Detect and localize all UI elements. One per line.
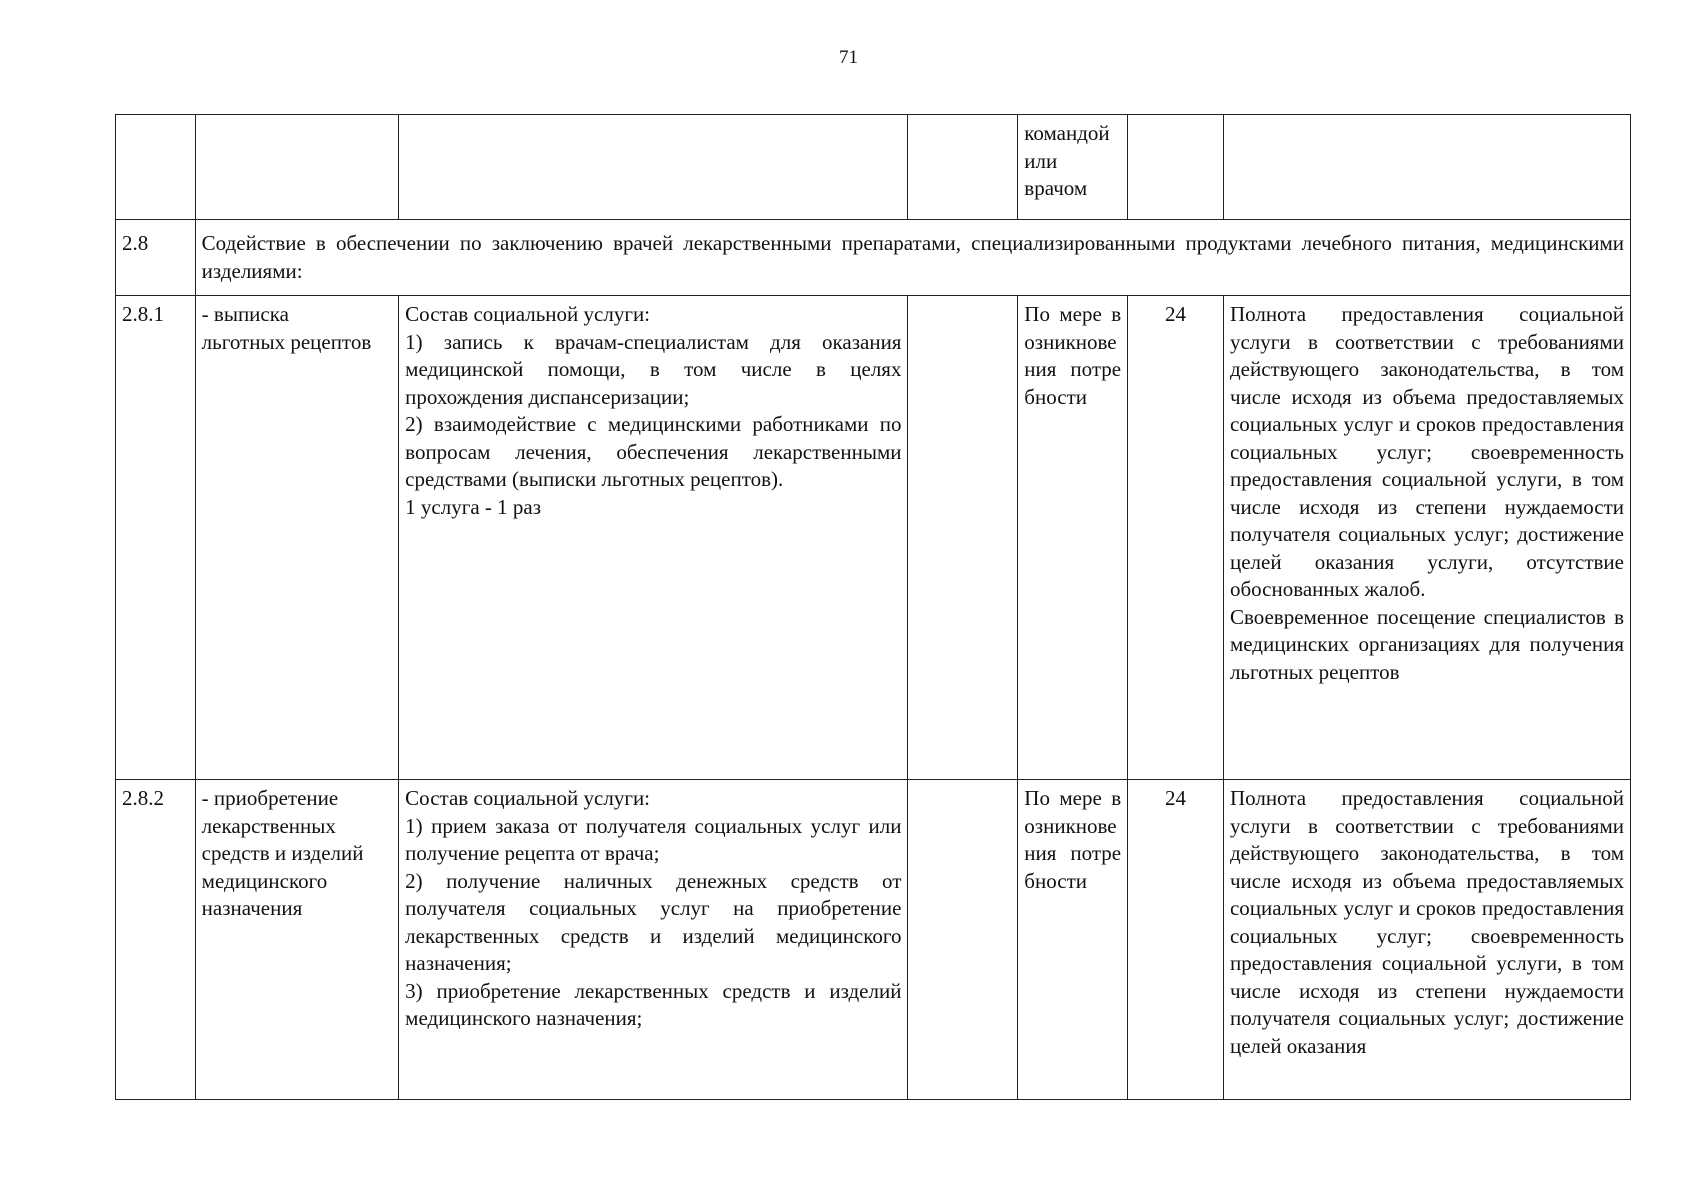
description-heading: Состав социальной услуги: xyxy=(405,302,651,326)
description-item-1: 1) прием заказа от получателя социальных услуг или получение рецепта от врача; xyxy=(405,813,902,865)
description-item-1: 1) запись к врачам-специалистам для оказания медицинской помощи, в том числе в целях прохождения диспансеризации; xyxy=(405,329,902,409)
service-period: По мере возникновения потребности xyxy=(1018,296,1128,780)
table-row-section-2-8 xyxy=(116,220,1631,296)
cell-blank xyxy=(908,296,1018,780)
section-number: 2.8 xyxy=(116,220,196,296)
cell-blank xyxy=(908,780,1018,1100)
description-item-3: 3) приобретение лекарственных средств и изделий медицинского назначения; xyxy=(405,978,902,1030)
cell-blank xyxy=(908,115,1018,220)
description-heading: Состав социальной услуги: xyxy=(405,786,651,810)
service-volume: 24 xyxy=(1128,296,1224,780)
cell-description xyxy=(399,115,908,220)
cell-quality xyxy=(1223,115,1630,220)
service-name: - выписка льготных рецептов xyxy=(195,296,399,780)
description-item-2: 2) взаимодействие с медицинскими работниками по вопросам лечения, обеспечения лекарственными средствами (выписки льготных рецептов). xyxy=(405,412,902,491)
service-description xyxy=(399,780,908,1100)
cell-number xyxy=(116,115,196,220)
description-norm: 1 услуга - 1 раз xyxy=(405,494,542,519)
service-volume: 24 xyxy=(1128,780,1224,1100)
page-number: 71 xyxy=(839,47,858,68)
cell-volume xyxy=(1128,115,1224,220)
service-period: По мере возникновения потребности xyxy=(1018,780,1128,1100)
description-item-2: 2) получение наличных денежных средств от получателя социальных услуг на приобретение лекарственных средств и изделий медицинского назначения; xyxy=(405,868,902,975)
cell-name xyxy=(195,115,399,220)
table-row-2-8-2 xyxy=(116,780,1631,1100)
service-quality xyxy=(1223,296,1630,780)
section-title: Содействие в обеспечении по заключению врачей лекарственными препаратами, специализированными продуктами лечебного питания, медицинскими изделиями: xyxy=(195,220,1630,296)
row-number: 2.8.1 xyxy=(116,296,196,780)
row-number: 2.8.2 xyxy=(116,780,196,1100)
quality-paragraph-2: Своевременное посещение специалистов в медицинских организациях для получения льготных рецептов xyxy=(1229,604,1624,684)
services-table xyxy=(115,114,1631,1100)
table-row-continued xyxy=(116,115,1631,220)
service-quality xyxy=(1223,780,1630,1100)
service-description xyxy=(399,296,908,780)
quality-paragraph-1: Полнота предоставления социальной услуги в соответствии с требованиями действующего законодательства, в том числе исходя из объема предоставляемых социальных услуг и сроков предоставления социальных услуг; своевременность предоставления социальной услуги, в том числе исходя из степени нуждаемости получателя социальных услуг; достижение целей оказания услуги, отсутствие обоснованных жалоб. xyxy=(1229,302,1624,601)
service-name: - приобретение лекарственных средств и изделий медицинского назначения xyxy=(195,780,399,1100)
quality-paragraph-1: Полнота предоставления социальной услуги в соответствии с требованиями действующего законодательства, в том числе исходя из объема предоставляемых социальных услуг и сроков предоставления социальных услуг; своевременность предоставления социальной услуги, в том числе исходя из степени нуждаемости получателя социальных услуг; достижение целей оказания xyxy=(1229,786,1624,1058)
cell-period: командой или врачом xyxy=(1018,115,1128,220)
table-row-2-8-1 xyxy=(116,296,1631,780)
